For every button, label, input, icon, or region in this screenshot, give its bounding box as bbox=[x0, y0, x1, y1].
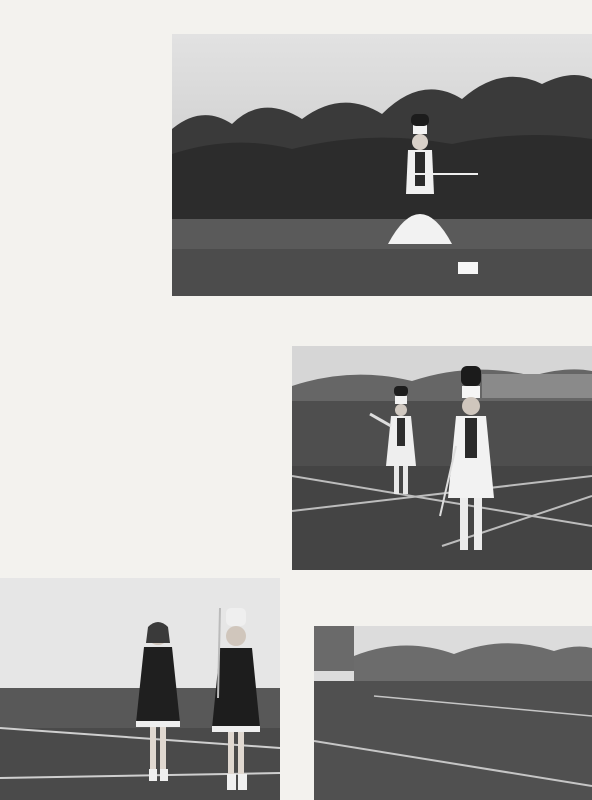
article-body bbox=[42, 351, 259, 352]
stadium-majorettes-photo bbox=[314, 626, 592, 800]
field-twirling-photo bbox=[292, 346, 592, 570]
group-photo bbox=[172, 34, 592, 296]
band-parade-photo bbox=[0, 578, 280, 800]
